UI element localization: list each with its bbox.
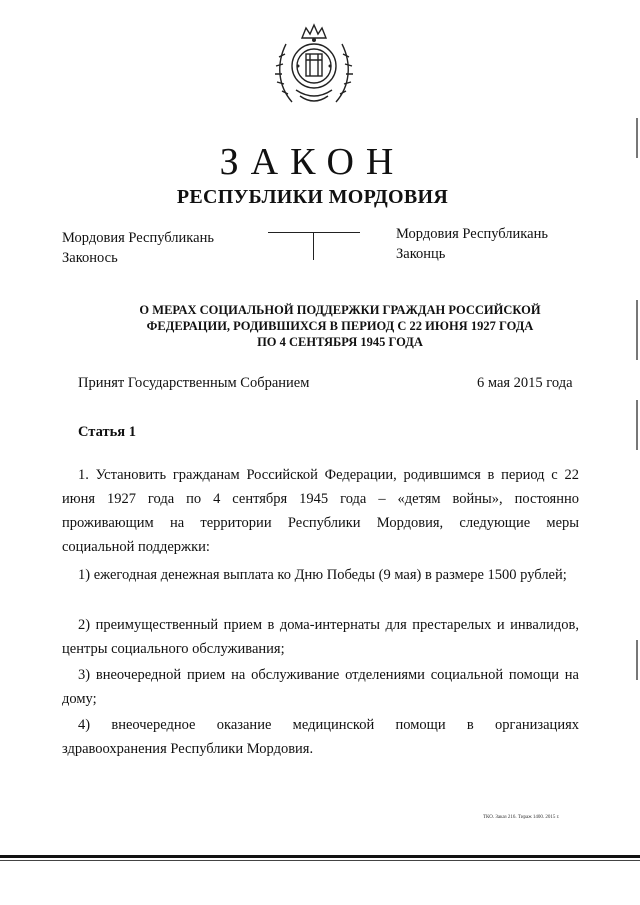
- erzya-title-block: [396, 224, 548, 264]
- law-title-line: ПО 4 СЕНТЯБРЯ 1945 ГОДА: [257, 335, 423, 349]
- scan-edge-mark: [636, 640, 638, 680]
- document-subtitle: РЕСПУБЛИКИ МОРДОВИЯ: [176, 186, 449, 208]
- law-title-line: ФЕДЕРАЦИИ, РОДИВШИХСЯ В ПЕРИОД С 22 ИЮНЯ 1927 ГОДА: [146, 319, 534, 333]
- article-paragraph: 1. Установить гражданам Российской Федерации, родившимся в период с 22 июня 1927 года по 4 сентября 1945 года – «детям войны», постоянно проживающим на территории Республики Мордовия, следующие меры социальной поддержки:: [62, 466, 579, 555]
- article-paragraph: 2) преимущественный прием в дома-интернаты для престарелых и инвалидов, центры социального обслуживания;: [62, 616, 579, 657]
- erzya-title-line: Законць: [396, 246, 446, 262]
- document-title: ЗАКОН: [219, 141, 406, 183]
- article-paragraph: 3) внеочередной прием на обслуживание отделениями социальной помощи на дому;: [62, 666, 579, 707]
- article-paragraph: 4) внеочередное оказание медицинской помощи в организациях здравоохранения Республики Мордовия.: [62, 716, 579, 757]
- moksha-title-block: [62, 228, 214, 268]
- bottom-rule: [0, 855, 640, 858]
- scan-edge-mark: [636, 400, 638, 450]
- erzya-title-line: Мордовия Республикань: [396, 226, 548, 242]
- divider-horizontal: [268, 232, 360, 233]
- adoption-text: Принят Государственным Собранием: [78, 375, 310, 391]
- law-title: [100, 302, 580, 350]
- article-heading: Статья 1: [78, 424, 136, 440]
- print-footnote: ТКО. Заказ 216. Тираж 1400. 2015 г.: [483, 815, 560, 820]
- bottom-rule-thin: [0, 860, 640, 861]
- adoption-date: 6 мая 2015 года: [477, 375, 573, 391]
- moksha-title-line: Законось: [62, 250, 118, 266]
- scan-edge-mark: [636, 300, 638, 360]
- coat-of-arms-icon: [272, 20, 356, 110]
- article-paragraph: 1) ежегодная денежная выплата ко Дню Победы (9 мая) в размере 1500 рублей;: [78, 566, 567, 583]
- scan-edge-mark: [636, 118, 638, 158]
- law-title-line: О МЕРАХ СОЦИАЛЬНОЙ ПОДДЕРЖКИ ГРАЖДАН РОССИЙСКОЙ: [139, 303, 541, 317]
- moksha-title-line: Мордовия Республикань: [62, 230, 214, 246]
- divider-vertical: [313, 232, 314, 260]
